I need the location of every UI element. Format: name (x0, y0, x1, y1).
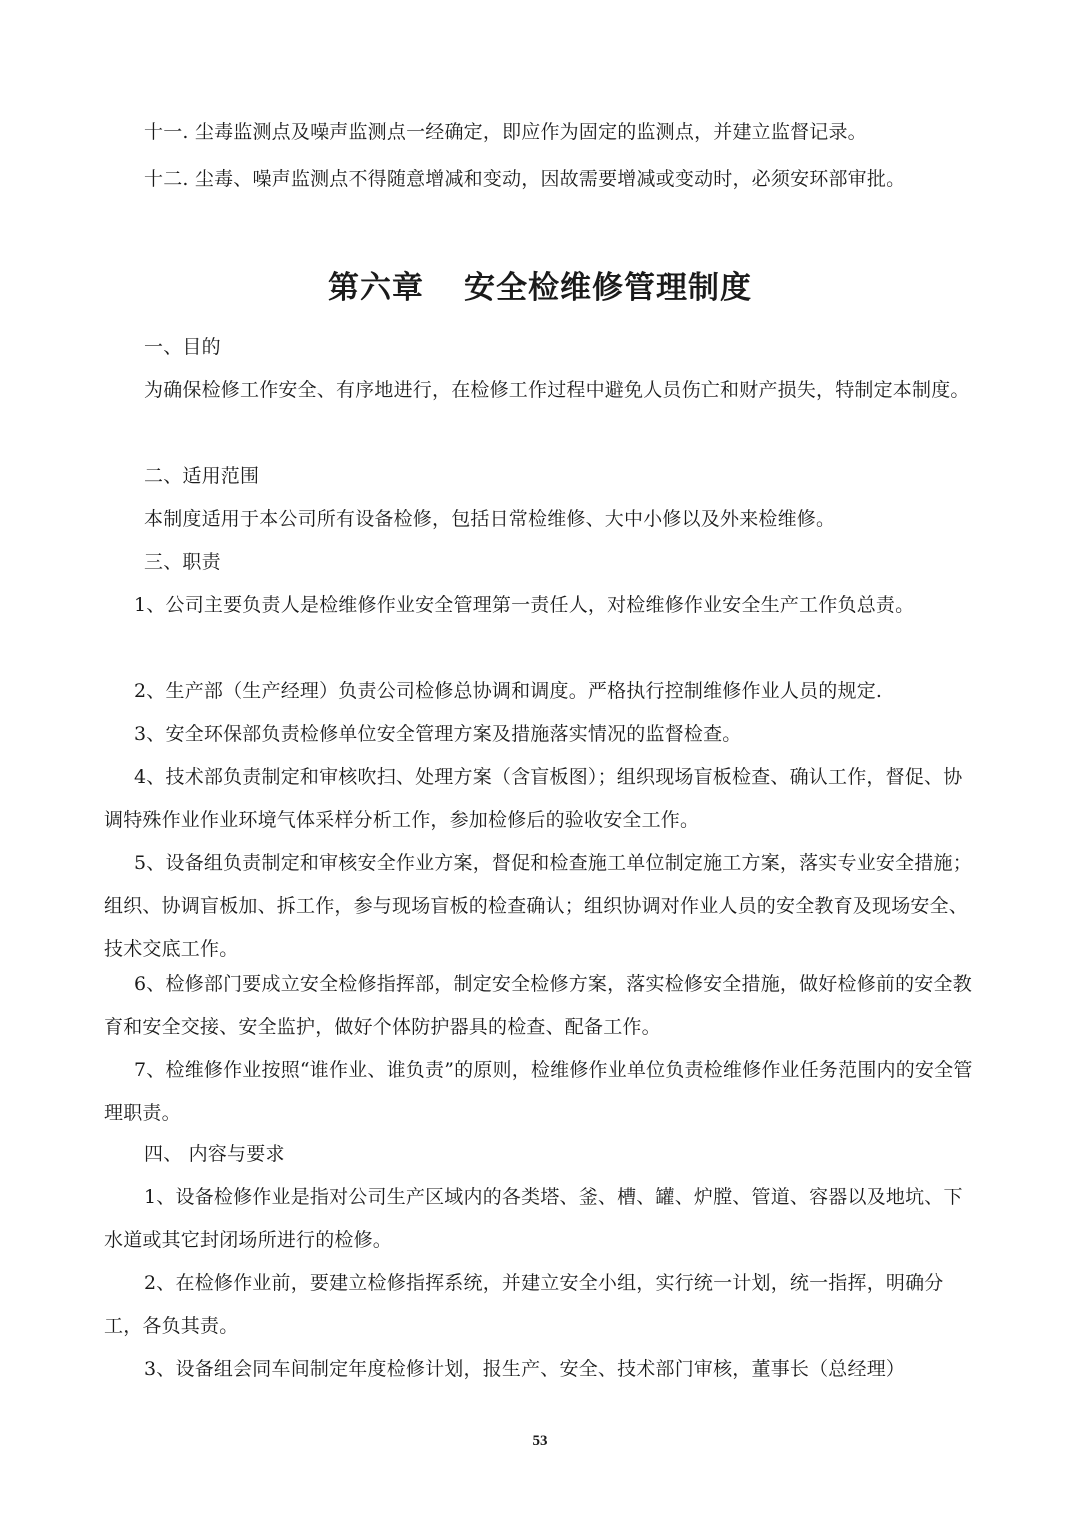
chapter-heading (0, 262, 1080, 307)
content-item-3: 3、设备组会同车间制定年度检修计划，报生产、安全、技术部门审核，董事长（总经理） (144, 1358, 906, 1380)
clause-12: 十二. 尘毒、噪声监测点不得随意增减和变动，因故需要增减或变动时，必须安环部审批。 (144, 168, 906, 190)
content-item-2: 2、在检修作业前，要建立检修指挥系统，并建立安全小组，实行统一计划，统一指挥，明确分工，各负其责。 (104, 1272, 944, 1337)
duty-item-5: 5、设备组负责制定和审核安全作业方案，督促和检查施工单位制定施工方案，落实专业安全措施；组织、协调盲板加、拆工作，参与现场盲板的检查确认；组织协调对作业人员的安全教育及现场安全、技术交底工作。 (104, 852, 972, 960)
scope-text: 本制度适用于本公司所有设备检修，包括日常检维修、大中小修以及外来检维修。 (144, 508, 836, 530)
duty-item-4: 4、技术部负责制定和审核吹扫、处理方案（含盲板图）；组织现场盲板检查、确认工作，督促、协调特殊作业作业环境气体采样分析工作，参加检修后的验收安全工作。 (104, 766, 963, 831)
section-heading-duties: 三、职责 (144, 551, 221, 573)
duty-item-2: 2、生产部（生产经理）负责公司检修总协调和调度。严格执行控制维修作业人员的规定. (134, 680, 883, 702)
chapter-title: 安全检维修管理制度 (464, 270, 752, 306)
section-heading-content: 四、 内容与要求 (144, 1143, 285, 1165)
duty-item-3: 3、安全环保部负责检修单位安全管理方案及措施落实情况的监督检查。 (134, 723, 742, 745)
clause-11: 十一. 尘毒监测点及噪声监测点一经确定，即应作为固定的监测点，并建立监督记录。 (144, 121, 867, 143)
duty-item-6: 6、检修部门要成立安全检修指挥部，制定安全检修方案，落实检修安全措施，做好检修前的安全教育和安全交接、安全监护，做好个体防护器具的检查、配备工作。 (104, 973, 972, 1038)
page-number: 53 (532, 1433, 548, 1449)
duty-item-7: 7、检维修作业按照“谁作业、谁负责”的原则，检维修作业单位负责检维修作业任务范围内的安全管理职责。 (104, 1059, 973, 1124)
chapter-number: 第六章 (328, 270, 424, 306)
content-item-1: 1、设备检修作业是指对公司生产区域内的各类塔、釜、槽、罐、炉膛、管道、容器以及地坑、下水道或其它封闭场所进行的检修。 (104, 1186, 963, 1251)
section-heading-scope: 二、适用范围 (144, 465, 260, 487)
purpose-text: 为确保检修工作安全、有序地进行，在检修工作过程中避免人员伤亡和财产损失，特制定本制度。 (144, 379, 970, 401)
duty-item-1: 1、公司主要负责人是检维修作业安全管理第一责任人，对检维修作业安全生产工作负总责。 (134, 594, 915, 616)
section-heading-purpose: 一、目的 (144, 336, 221, 358)
